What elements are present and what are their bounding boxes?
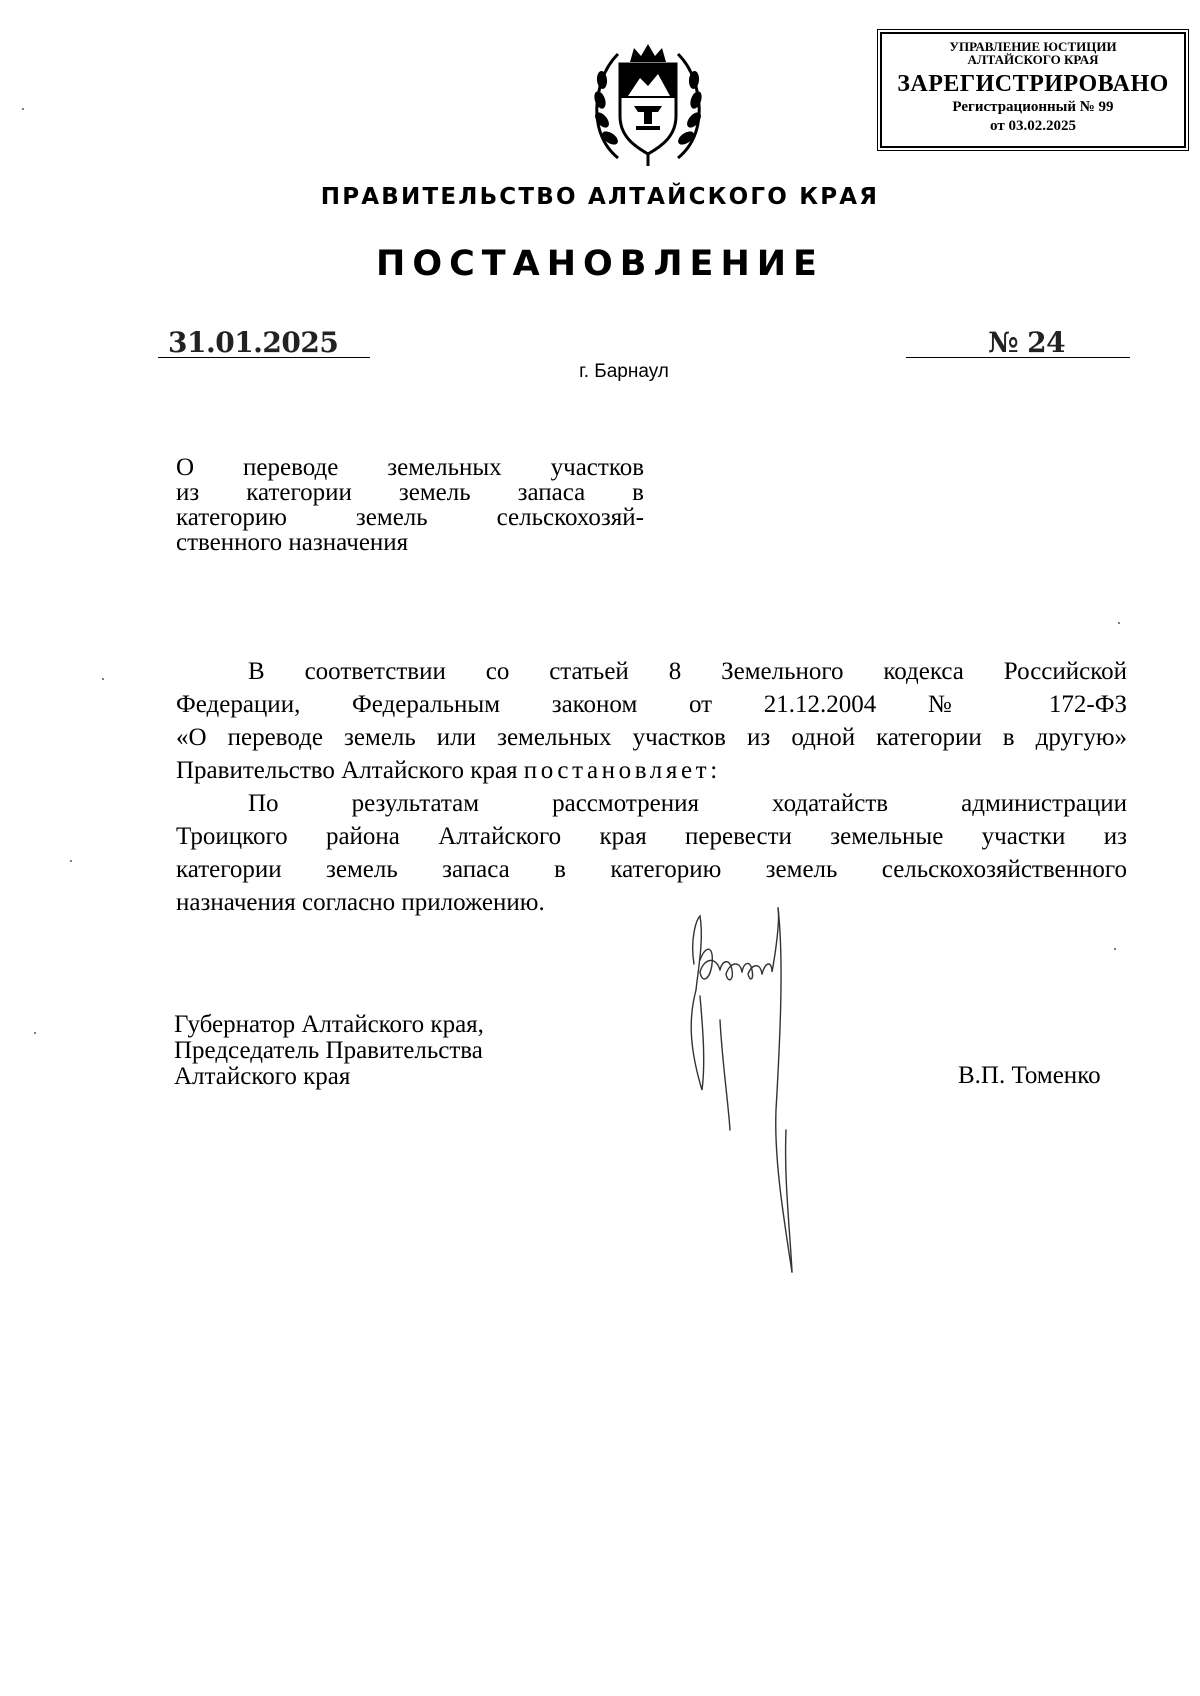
- body-line: категории земель запаса в категорию земель сельскохозяйственного: [176, 856, 1127, 883]
- subject-line: из категории земель запаса в: [176, 479, 644, 506]
- document-type: ПОСТАНОВЛЕНИЕ: [376, 244, 824, 284]
- body-line: Троицкого района Алтайского края перевести земельные участки из: [176, 823, 1127, 850]
- body-line: В соответствии со статьей 8 Земельного кодекса Российской: [248, 658, 1127, 685]
- body-line-resolution: [176, 754, 1127, 787]
- document-number: № 24: [988, 326, 1066, 359]
- position-line: Председатель Правительства: [174, 1037, 483, 1064]
- date-underline: [158, 357, 370, 358]
- body-line: По результатам рассмотрения ходатайств администрации: [248, 790, 1127, 817]
- scan-speck: [22, 108, 24, 110]
- scan-speck: [70, 860, 72, 862]
- position-line: Губернатор Алтайского края,: [174, 1011, 484, 1038]
- handwritten-signature: [680, 900, 850, 1280]
- resolution-verb: постановляет:: [523, 757, 721, 784]
- subject-line: категорию земель сельскохозяй-: [176, 504, 644, 531]
- subject-line: ственного назначения: [176, 529, 409, 556]
- stamp-status: ЗАРЕГИСТРИРОВАНО: [897, 71, 1169, 97]
- scan-speck: [1114, 948, 1116, 950]
- scan-speck: [102, 678, 104, 680]
- stamp-authority-line2: АЛТАЙСКОГО КРАЯ: [967, 52, 1099, 67]
- body-line: Федерации, Федеральным законом от 21.12.2004 № 172-ФЗ: [176, 691, 1127, 718]
- document-date: 31.01.2025: [168, 326, 339, 359]
- body-line: «О переводе земель или земельных участков из одной категории в другую»: [176, 724, 1127, 751]
- scan-speck: [1118, 622, 1120, 624]
- subject-line: О переводе земельных участков: [176, 454, 644, 481]
- document-subject: [176, 455, 644, 555]
- document-body: [176, 655, 1127, 919]
- stamp-reg-number: Регистрационный № 99: [952, 99, 1114, 115]
- resolution-prefix: Правительство Алтайского края: [176, 757, 518, 784]
- scan-speck: [34, 1032, 36, 1034]
- stamp-authority-line1: УПРАВЛЕНИЕ ЮСТИЦИИ: [949, 39, 1117, 54]
- number-underline: [906, 357, 1130, 358]
- position-line: Алтайского края: [174, 1063, 351, 1090]
- registration-stamp: [880, 32, 1186, 148]
- body-line: назначения согласно приложению.: [176, 889, 545, 916]
- coat-of-arms-emblem: [588, 40, 708, 168]
- document-city: г. Барнаул: [579, 361, 669, 382]
- signatory-name: В.П. Томенко: [958, 1062, 1101, 1089]
- government-title: ПРАВИТЕЛЬСТВО АЛТАЙСКОГО КРАЯ: [320, 184, 880, 210]
- stamp-reg-date: от 03.02.2025: [990, 118, 1076, 134]
- signatory-position: [174, 1012, 484, 1090]
